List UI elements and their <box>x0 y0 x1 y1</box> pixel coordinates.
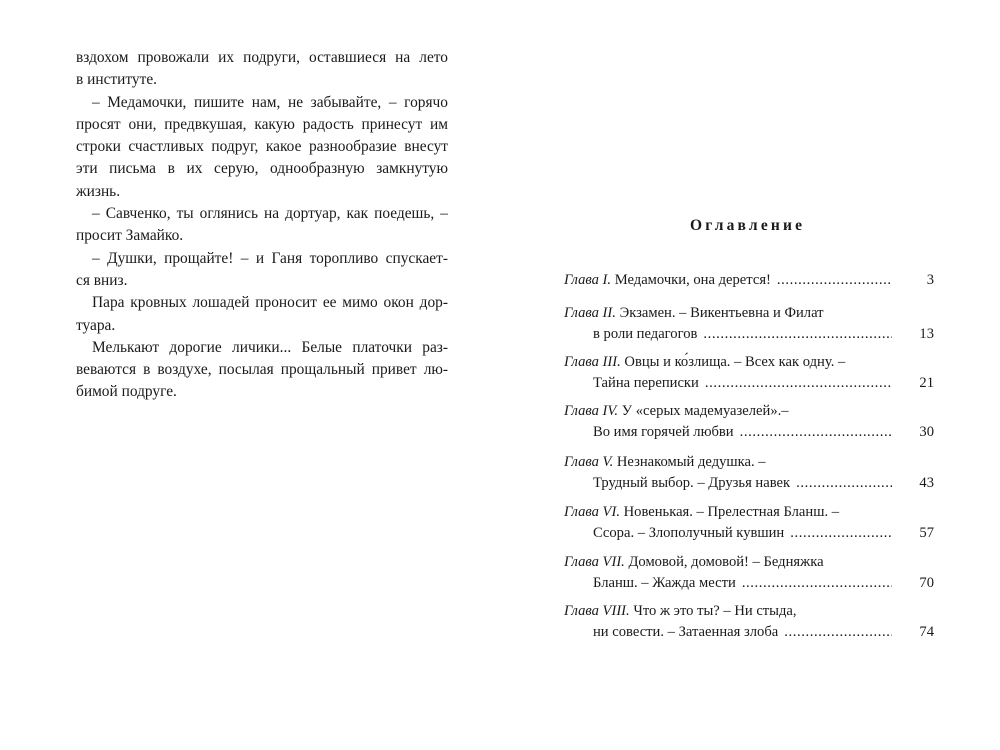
chapter-title-cont: Трудный выбор. – Друзья навек <box>593 475 791 491</box>
toc-entry-line <box>564 303 824 323</box>
chapter-title: Медамочки, она дерется! <box>611 272 771 288</box>
text-line: – Медамочки, пишите нам, не забывайте, – горячо <box>92 93 448 111</box>
toc-title: Оглавление <box>690 217 806 234</box>
text-line: – Душки, прощайте! – и Ганя торопливо спускает- <box>92 249 448 267</box>
toc-entry-line <box>593 473 892 493</box>
chapter-label: Глава V. <box>564 454 614 470</box>
chapter-title-cont: Во имя горячей любви <box>593 424 734 440</box>
toc-entry-line <box>564 601 797 621</box>
text-line: веваются в воздухе, посылая прощальный привет лю- <box>76 361 448 379</box>
leader-dots <box>703 324 892 344</box>
chapter-title-cont: Ссора. – Злополучный кувшин <box>593 525 785 541</box>
text-line: Пара кровных лошадей проносит ее мимо окон дор- <box>92 294 448 312</box>
chapter-label: Глава VII. <box>564 554 625 570</box>
text-line: вздохом провожали их подруги, оставшиеся на лето <box>76 49 448 66</box>
toc-entry-line <box>593 523 892 543</box>
toc-entry-line <box>593 422 892 442</box>
toc-entry-line <box>564 401 789 421</box>
leader-dots <box>777 270 892 290</box>
toc-entry-line <box>564 552 824 572</box>
chapter-title-cont: в роли педагогов <box>593 326 698 342</box>
leader-dots <box>796 473 892 493</box>
text-line: – Савченко, ты оглянись на дортуар, как поедешь, – <box>92 205 448 223</box>
toc-entry-line <box>593 324 892 344</box>
leader-dots <box>705 373 892 393</box>
leader-dots <box>742 573 892 593</box>
chapter-label: Глава II. <box>564 305 616 321</box>
toc-entry-line <box>593 622 892 642</box>
text-line: жизнь. <box>76 182 121 200</box>
page-number: 30 <box>919 424 934 440</box>
page-number: 3 <box>926 272 934 288</box>
text-line: бимой подруге. <box>76 383 177 401</box>
text-line: просит Замайко. <box>76 227 184 245</box>
text-line: туара. <box>76 316 116 334</box>
chapter-title: Овцы и ко́злища. – Всех как одну. – <box>620 354 846 370</box>
text-line: просят они, предвкушая, какую радость принесут им <box>76 115 448 133</box>
text-line: Мелькают дорогие личики... Белые платочки раз- <box>92 338 448 356</box>
toc-entry-line <box>564 452 766 472</box>
chapter-title: Экзамен. – Викентьевна и Филат <box>615 305 824 321</box>
toc-entry-line <box>564 270 892 290</box>
toc-entry-line <box>593 373 892 393</box>
text-line: эти письма в их серую, однообразную замкнутую <box>76 160 448 178</box>
chapter-title: Новенькая. – Прелестная Бланш. – <box>619 504 840 520</box>
leader-dots <box>790 523 892 543</box>
chapter-title-cont: Бланш. – Жажда мести <box>593 575 736 591</box>
chapter-title: Домовой, домовой! – Бедняжка <box>624 554 824 570</box>
page-number: 21 <box>919 375 934 391</box>
chapter-title: Что ж это ты? – Ни стыда, <box>629 603 797 619</box>
chapter-label: Глава IV. <box>564 403 619 419</box>
toc-entry-line <box>593 573 892 593</box>
page-number: 57 <box>919 525 934 541</box>
chapter-title-cont: ни совести. – Затаенная злоба <box>593 624 779 640</box>
chapter-label: Глава I. <box>564 272 612 288</box>
chapter-title: Незнакомый дедушка. – <box>613 454 766 470</box>
text-line: в институте. <box>76 71 158 89</box>
leader-dots <box>740 422 892 442</box>
toc-entry-line <box>564 502 839 522</box>
page-number: 70 <box>919 575 934 591</box>
right-page <box>500 0 1000 750</box>
toc-entry-line <box>564 352 845 372</box>
chapter-label: Глава VIII. <box>564 603 630 619</box>
chapter-title-cont: Тайна переписки <box>593 375 699 391</box>
chapter-title: У «серых мадемуазелей».– <box>618 403 789 419</box>
page-number: 74 <box>919 624 934 640</box>
page-number: 13 <box>919 326 934 342</box>
text-line: ся вниз. <box>76 271 128 289</box>
story-text <box>76 47 448 404</box>
text-line: строки счастливых подруг, какое разнообразие внесут <box>76 138 448 156</box>
chapter-label: Глава III. <box>564 354 621 370</box>
page-number: 43 <box>919 475 934 491</box>
leader-dots <box>784 622 892 642</box>
chapter-label: Глава VI. <box>564 504 620 520</box>
